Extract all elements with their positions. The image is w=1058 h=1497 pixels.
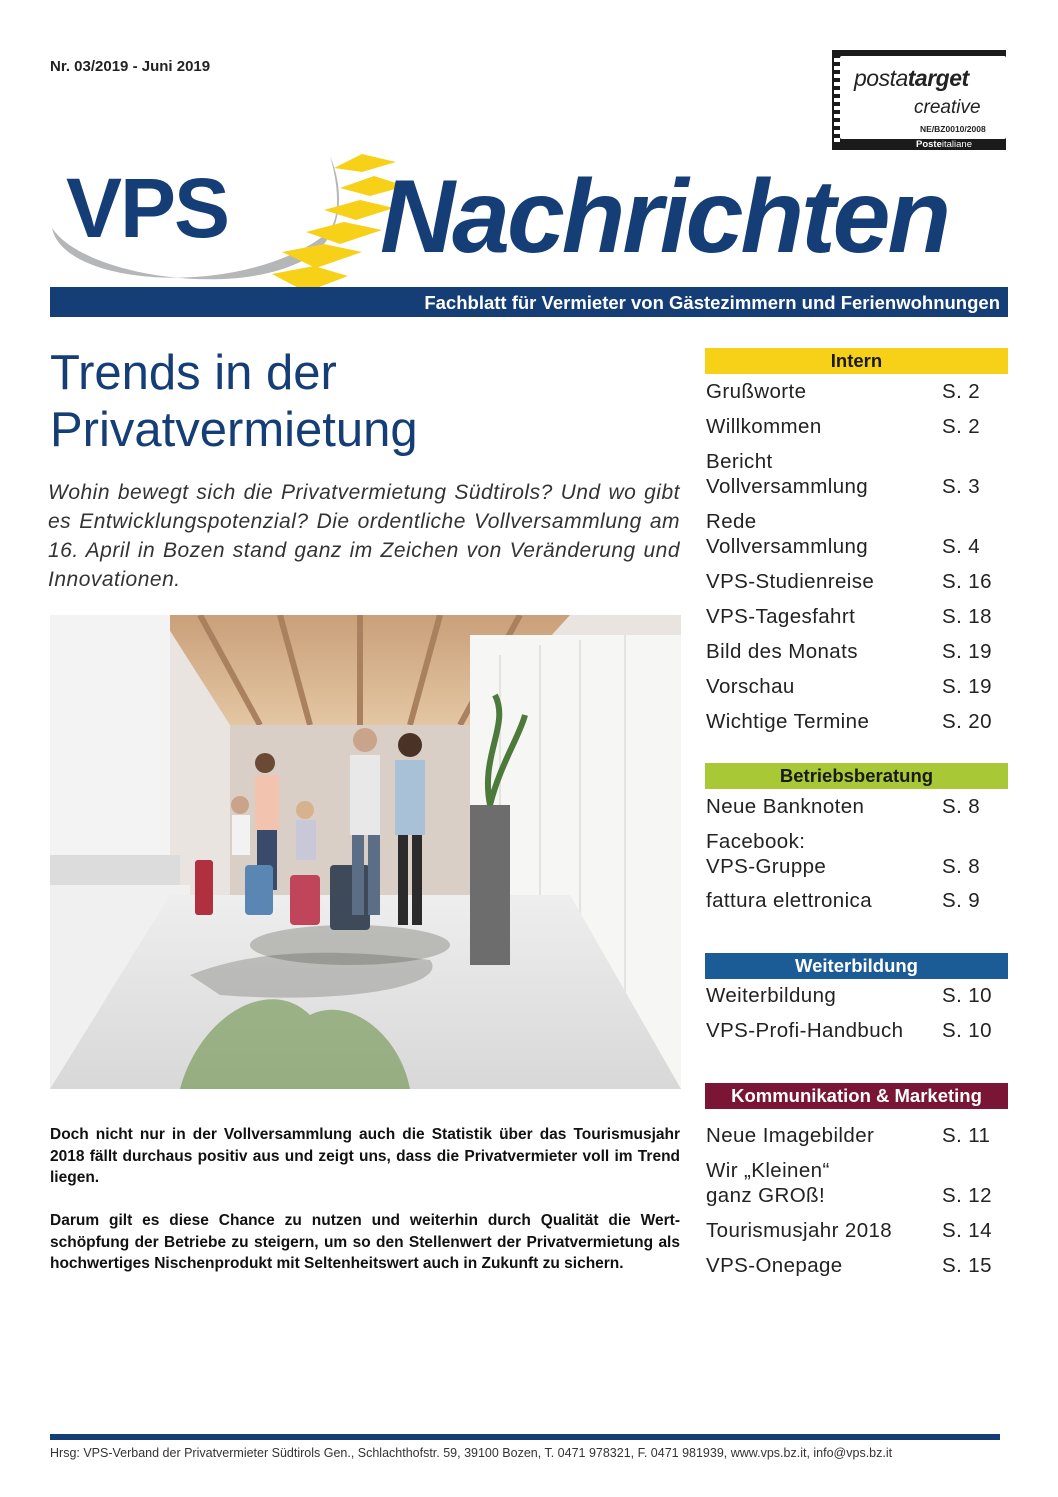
toc-item-studienreise[interactable]: VPS-Studienreise S. 16	[706, 570, 992, 593]
article-paragraph-1: Doch nicht nur in der Vollversammlung auch die Statistik über das Tourismusjahr 2018 fällt durchaus positiv aus und zeigt uns, dass die Privatvermieter voll im Trend liegen.	[50, 1126, 680, 1186]
toc-item-rede[interactable]: Rede Vollversammlung S. 4	[706, 510, 981, 558]
article-photo	[50, 615, 681, 1089]
toc-item-tourismusjahr[interactable]: Tourismusjahr 2018 S. 14	[706, 1219, 992, 1242]
toc-item-imagebilder[interactable]: Neue Imagebilder S. 11	[706, 1124, 991, 1147]
stamp-code: NE/BZ0010/2008	[920, 124, 986, 134]
toc-item-profi-handbuch[interactable]: VPS-Profi-Handbuch S. 10	[706, 1019, 992, 1042]
masthead-subtitle: Fachblatt für Vermieter von Gästezimmern und Ferienwohnungen	[424, 292, 1000, 313]
toc-item-weiterbildung[interactable]: Weiterbildung S. 10	[706, 984, 992, 1007]
article-paragraph-2: Darum gilt es diese Chance zu nutzen und weiterhin durch Qualität die Wertschöpfung der Betriebe zu steigern, um so den Stellenwert der Privatvermietung als hochwertiges Nischenprodukt mit Seltenheitswert auch in Zukunft zu sichern.	[50, 1212, 680, 1272]
toc-section-betriebsberatung: Betriebsberatung	[705, 763, 1008, 789]
footer-divider	[50, 1434, 1000, 1440]
toc-item-kleinen[interactable]: Wir „Kleinen“ ganz GROß! S. 12	[706, 1159, 992, 1207]
toc-item-grussworte[interactable]: Grußworte S. 2	[706, 380, 981, 403]
toc-section-kommunikation: Kommunikation & Marketing	[705, 1083, 1008, 1109]
stamp-creative: creative	[914, 97, 981, 118]
article-headline: Trends in der Privatvermietung	[50, 346, 418, 457]
vps-logo: VPS	[66, 161, 229, 255]
postage-stamp	[832, 50, 1006, 150]
footer-imprint: Hrsg: VPS-Verband der Privatvermieter Südtirols Gen., Schlachthofstr. 59, 39100 Bozen, T. 0471 978321, F. 0471 981939, www.vps.bz.it, info@vps.bz.it	[50, 1446, 893, 1460]
masthead-bar	[50, 287, 1008, 317]
toc-item-onepage[interactable]: VPS-Onepage S. 15	[706, 1254, 992, 1277]
toc-item-bericht[interactable]: Bericht Vollversammlung S. 3	[706, 450, 981, 498]
toc-item-willkommen[interactable]: Willkommen S. 2	[706, 415, 981, 438]
masthead-title: Nachrichten	[380, 159, 949, 275]
toc-section-weiterbildung: Weiterbildung	[705, 953, 1008, 979]
toc-item-tagesfahrt[interactable]: VPS-Tagesfahrt S. 18	[706, 605, 992, 628]
toc-item-banknoten[interactable]: Neue Banknoten S. 8	[706, 795, 981, 818]
issue-number: Nr. 03/2019 - Juni 2019	[50, 58, 211, 75]
poste-italiane: Posteitaliane	[916, 139, 972, 150]
toc-item-vorschau[interactable]: Vorschau S. 19	[706, 675, 992, 698]
article-lead: Wohin bewegt sich die Privatvermietung Südtirols? Und wo gibt es Entwicklungspotenzial? Die ordentliche Vollversammlung am 16. April in Bozen stand ganz im Zeichen von Veränderung und Innovationen.	[48, 481, 680, 591]
toc-section-intern: Intern	[705, 348, 1008, 374]
toc-item-facebook[interactable]: Facebook: VPS-Gruppe S. 8	[706, 830, 981, 878]
toc-item-termine[interactable]: Wichtige Termine S. 20	[706, 710, 992, 733]
toc-item-fattura[interactable]: fattura elettronica S. 9	[706, 889, 981, 912]
stamp-brand: postatarget	[854, 65, 969, 91]
toc-item-bild-des-monats[interactable]: Bild des Monats S. 19	[706, 640, 992, 663]
